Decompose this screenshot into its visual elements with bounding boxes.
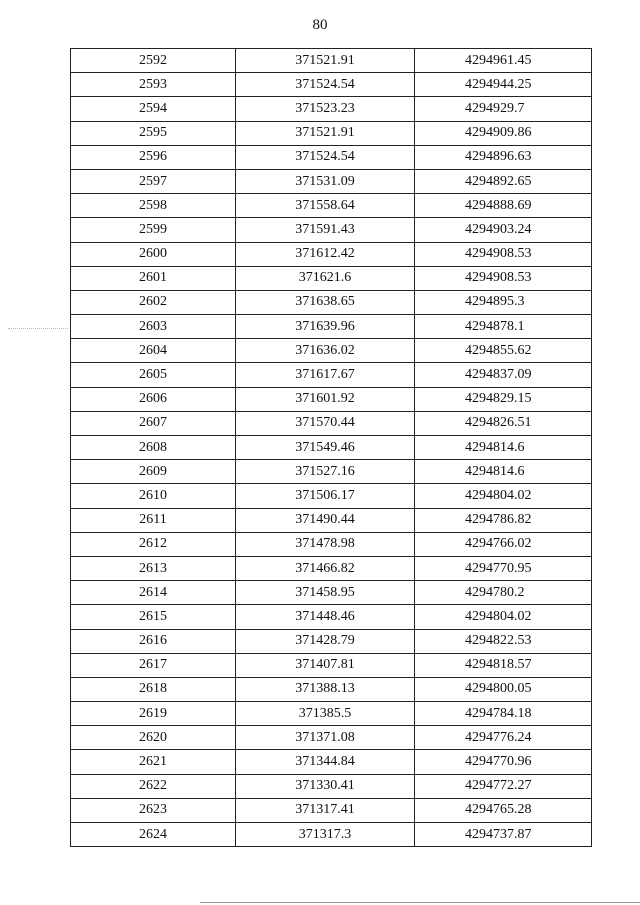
coordinates-table-body [71, 49, 592, 847]
table-row [71, 581, 592, 605]
point-number-cell: 2613 [71, 556, 236, 580]
x-coordinate-cell: 371570.44 [236, 411, 415, 435]
point-number-cell: 2609 [71, 460, 236, 484]
table-row [71, 49, 592, 73]
y-coordinate-cell: 4294908.53 [415, 266, 592, 290]
x-coordinate-cell: 371521.91 [236, 121, 415, 145]
x-coordinate-cell: 371371.08 [236, 726, 415, 750]
point-number-cell: 2592 [71, 49, 236, 73]
point-number-cell: 2620 [71, 726, 236, 750]
table-row [71, 653, 592, 677]
table-row [71, 484, 592, 508]
point-number-cell: 2605 [71, 363, 236, 387]
table-row [71, 702, 592, 726]
scan-bottom-edge [200, 902, 640, 903]
table-row [71, 290, 592, 314]
x-coordinate-cell: 371478.98 [236, 532, 415, 556]
table-row [71, 145, 592, 169]
x-coordinate-cell: 371448.46 [236, 605, 415, 629]
x-coordinate-cell: 371531.09 [236, 169, 415, 193]
x-coordinate-cell: 371636.02 [236, 339, 415, 363]
y-coordinate-cell: 4294878.1 [415, 315, 592, 339]
point-number-cell: 2622 [71, 774, 236, 798]
point-number-cell: 2621 [71, 750, 236, 774]
point-number-cell: 2595 [71, 121, 236, 145]
table-row [71, 508, 592, 532]
page-number: 80 [312, 17, 328, 33]
table-row [71, 677, 592, 701]
point-number-cell: 2606 [71, 387, 236, 411]
y-coordinate-cell: 4294770.96 [415, 750, 592, 774]
point-number-cell: 2600 [71, 242, 236, 266]
table-row [71, 121, 592, 145]
table-row [71, 387, 592, 411]
point-number-cell: 2603 [71, 315, 236, 339]
table-row [71, 363, 592, 387]
y-coordinate-cell: 4294765.28 [415, 798, 592, 822]
table-row [71, 750, 592, 774]
y-coordinate-cell: 4294908.53 [415, 242, 592, 266]
table-row [71, 411, 592, 435]
table-row [71, 242, 592, 266]
point-number-cell: 2598 [71, 194, 236, 218]
point-number-cell: 2623 [71, 798, 236, 822]
y-coordinate-cell: 4294784.18 [415, 702, 592, 726]
table-row [71, 73, 592, 97]
table-row [71, 436, 592, 460]
x-coordinate-cell: 371407.81 [236, 653, 415, 677]
scan-margin-artifact [8, 328, 68, 330]
point-number-cell: 2593 [71, 73, 236, 97]
x-coordinate-cell: 371523.23 [236, 97, 415, 121]
x-coordinate-cell: 371617.67 [236, 363, 415, 387]
x-coordinate-cell: 371549.46 [236, 436, 415, 460]
x-coordinate-cell: 371330.41 [236, 774, 415, 798]
table-row [71, 556, 592, 580]
x-coordinate-cell: 371638.65 [236, 290, 415, 314]
x-coordinate-cell: 371524.54 [236, 73, 415, 97]
point-number-cell: 2612 [71, 532, 236, 556]
x-coordinate-cell: 371524.54 [236, 145, 415, 169]
y-coordinate-cell: 4294737.87 [415, 823, 592, 847]
y-coordinate-cell: 4294903.24 [415, 218, 592, 242]
y-coordinate-cell: 4294818.57 [415, 653, 592, 677]
y-coordinate-cell: 4294895.3 [415, 290, 592, 314]
x-coordinate-cell: 371385.5 [236, 702, 415, 726]
x-coordinate-cell: 371490.44 [236, 508, 415, 532]
point-number-cell: 2594 [71, 97, 236, 121]
point-number-cell: 2616 [71, 629, 236, 653]
x-coordinate-cell: 371521.91 [236, 49, 415, 73]
table-row [71, 460, 592, 484]
x-coordinate-cell: 371458.95 [236, 581, 415, 605]
y-coordinate-cell: 4294892.65 [415, 169, 592, 193]
point-number-cell: 2624 [71, 823, 236, 847]
y-coordinate-cell: 4294822.53 [415, 629, 592, 653]
x-coordinate-cell: 371621.6 [236, 266, 415, 290]
x-coordinate-cell: 371388.13 [236, 677, 415, 701]
point-number-cell: 2601 [71, 266, 236, 290]
point-number-cell: 2611 [71, 508, 236, 532]
table-row [71, 798, 592, 822]
x-coordinate-cell: 371317.41 [236, 798, 415, 822]
y-coordinate-cell: 4294944.25 [415, 73, 592, 97]
table-row [71, 726, 592, 750]
x-coordinate-cell: 371527.16 [236, 460, 415, 484]
point-number-cell: 2619 [71, 702, 236, 726]
point-number-cell: 2604 [71, 339, 236, 363]
x-coordinate-cell: 371317.3 [236, 823, 415, 847]
x-coordinate-cell: 371466.82 [236, 556, 415, 580]
y-coordinate-cell: 4294829.15 [415, 387, 592, 411]
point-number-cell: 2615 [71, 605, 236, 629]
y-coordinate-cell: 4294780.2 [415, 581, 592, 605]
y-coordinate-cell: 4294837.09 [415, 363, 592, 387]
y-coordinate-cell: 4294814.6 [415, 460, 592, 484]
table-row [71, 532, 592, 556]
y-coordinate-cell: 4294896.63 [415, 145, 592, 169]
y-coordinate-cell: 4294814.6 [415, 436, 592, 460]
y-coordinate-cell: 4294929.7 [415, 97, 592, 121]
y-coordinate-cell: 4294961.45 [415, 49, 592, 73]
y-coordinate-cell: 4294855.62 [415, 339, 592, 363]
x-coordinate-cell: 371591.43 [236, 218, 415, 242]
point-number-cell: 2608 [71, 436, 236, 460]
table-row [71, 97, 592, 121]
x-coordinate-cell: 371639.96 [236, 315, 415, 339]
y-coordinate-cell: 4294909.86 [415, 121, 592, 145]
y-coordinate-cell: 4294888.69 [415, 194, 592, 218]
table-row [71, 774, 592, 798]
y-coordinate-cell: 4294770.95 [415, 556, 592, 580]
y-coordinate-cell: 4294826.51 [415, 411, 592, 435]
point-number-cell: 2614 [71, 581, 236, 605]
point-number-cell: 2618 [71, 677, 236, 701]
y-coordinate-cell: 4294766.02 [415, 532, 592, 556]
x-coordinate-cell: 371344.84 [236, 750, 415, 774]
coordinates-table [70, 48, 592, 847]
y-coordinate-cell: 4294786.82 [415, 508, 592, 532]
point-number-cell: 2610 [71, 484, 236, 508]
y-coordinate-cell: 4294804.02 [415, 605, 592, 629]
table-row [71, 823, 592, 847]
x-coordinate-cell: 371612.42 [236, 242, 415, 266]
x-coordinate-cell: 371428.79 [236, 629, 415, 653]
y-coordinate-cell: 4294772.27 [415, 774, 592, 798]
y-coordinate-cell: 4294776.24 [415, 726, 592, 750]
table-row [71, 339, 592, 363]
table-row [71, 194, 592, 218]
y-coordinate-cell: 4294800.05 [415, 677, 592, 701]
table-row [71, 169, 592, 193]
x-coordinate-cell: 371601.92 [236, 387, 415, 411]
table-row [71, 218, 592, 242]
point-number-cell: 2599 [71, 218, 236, 242]
table-row [71, 315, 592, 339]
table-row [71, 629, 592, 653]
x-coordinate-cell: 371558.64 [236, 194, 415, 218]
point-number-cell: 2596 [71, 145, 236, 169]
table-row [71, 266, 592, 290]
point-number-cell: 2597 [71, 169, 236, 193]
point-number-cell: 2617 [71, 653, 236, 677]
point-number-cell: 2602 [71, 290, 236, 314]
y-coordinate-cell: 4294804.02 [415, 484, 592, 508]
point-number-cell: 2607 [71, 411, 236, 435]
x-coordinate-cell: 371506.17 [236, 484, 415, 508]
table-row [71, 605, 592, 629]
